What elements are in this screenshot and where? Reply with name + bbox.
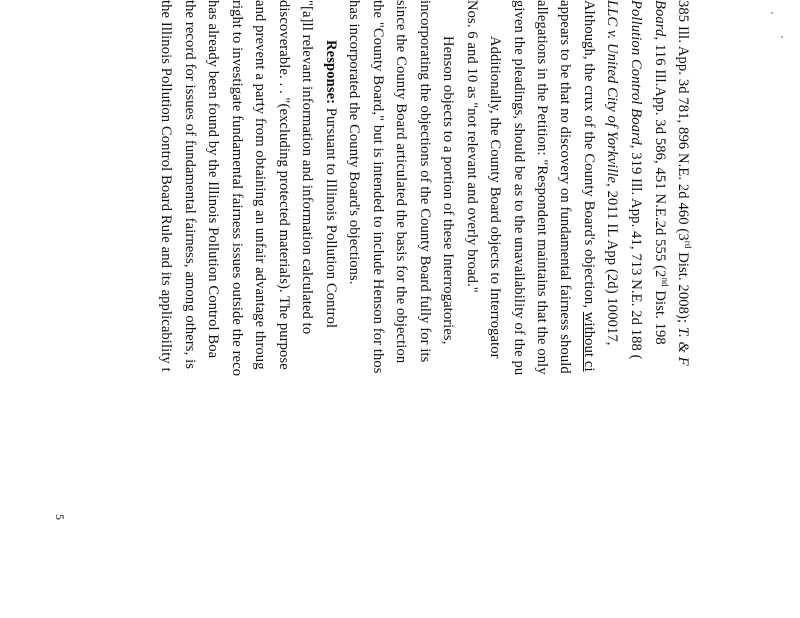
document-line — [484, 36, 506, 359]
document-text-segment: Henson objects to a portion of these Interrogatories, — [440, 36, 456, 345]
rotated-text-block — [88, 0, 704, 618]
document-text-segment: , 319 Ill. App. 41, 713 N.E. 2d 188 ( — [628, 144, 644, 360]
document-text-segment: Dist. 198 — [652, 286, 668, 345]
scan-speck — [781, 36, 783, 38]
document-line — [461, 0, 483, 293]
document-text-segment: and prevent a party from obtaining an unfair advantage throug — [252, 0, 268, 370]
document-line — [625, 0, 647, 360]
document-text-segment: right to investigate fundamental fairness issues outside the reco — [229, 0, 245, 377]
document-text-segment: T. & F — [675, 326, 691, 366]
document-text-segment: Response: — [323, 40, 339, 105]
document-text-segment: given the pleadings, should be as to the unavailability of the pu — [511, 0, 527, 376]
document-text-segment: the "County Board," but is intended to include Henson for thos — [370, 0, 386, 374]
document-line — [554, 0, 576, 374]
document-text-segment: Additionally, the County Board objects to Interrogator — [487, 36, 503, 359]
document-line — [226, 0, 248, 376]
page-number: 5 — [53, 514, 67, 520]
document-line — [414, 0, 436, 362]
document-text-segment: 385 Ill. App. 3d 781, 896 N.E. 2d 460 (3 — [675, 0, 691, 241]
document-text-segment: discoverable. . . "(excluding protected materials). The purpose — [276, 0, 292, 370]
document-text-segment: Although, the crux of the County Board's objection, — [581, 0, 597, 312]
document-text-segment: Board — [652, 0, 668, 37]
document-line — [437, 36, 459, 344]
document-text-segment: "[a]ll relevant information and information calculated to — [299, 0, 315, 335]
document-line — [649, 0, 671, 345]
document-text-segment: has already been found by the Illinois Pollution Control Boa — [205, 0, 221, 359]
document-text-segment: incorporating the objections of the County Board fully for its — [417, 0, 433, 363]
document-line — [508, 0, 530, 375]
document-text-segment: has incorporated the County Board's objections. — [346, 0, 362, 285]
document-line — [578, 0, 600, 372]
document-text-segment: , 116 Ill.App. 3d 586, 451 N.E.2d 555 (2 — [652, 36, 668, 278]
document-text-segment: rd — [682, 240, 693, 249]
document-text-segment: Pollution Control Board — [628, 0, 644, 145]
document-line — [390, 0, 412, 363]
document-line — [179, 0, 201, 369]
document-line — [343, 0, 365, 285]
document-line — [367, 0, 389, 374]
document-line — [672, 0, 694, 366]
document-line — [531, 0, 553, 375]
document-text-segment: since the County Board articulated the basis for the objection — [393, 0, 409, 364]
document-line — [320, 40, 342, 328]
document-text-segment: Nos. 6 and 10 as "not relevant and overly broad." — [464, 0, 480, 293]
document-text-segment: without ci — [581, 311, 597, 372]
document-text-segment: allegations in the Petition: "Respondent maintains that the only — [534, 0, 550, 375]
document-line — [296, 0, 318, 334]
document-text-segment: the Illinois Pollution Control Board Rule and its applicability t — [158, 0, 174, 372]
document-text-segment: Pursuant to Illinois Pollution Control — [323, 104, 339, 329]
document-text-segment: nd — [659, 277, 670, 287]
document-line — [202, 0, 224, 358]
document-text-segment: appears to be that no discovery on fundamental fairness should — [557, 0, 573, 374]
document-text-segment: Dist. 2008); — [675, 248, 691, 327]
document-line — [249, 0, 271, 370]
scan-speck — [771, 12, 773, 14]
document-line — [155, 0, 177, 372]
document-line — [273, 0, 295, 370]
document-text-segment: , 2011 IL App (2d) 100017, — [604, 183, 620, 346]
document-text-segment: LLC v. United City of Yorkville — [604, 0, 620, 184]
document-text-segment: the record for issues of fundamental fairness, among others, is — [182, 0, 198, 370]
document-line — [601, 0, 623, 346]
